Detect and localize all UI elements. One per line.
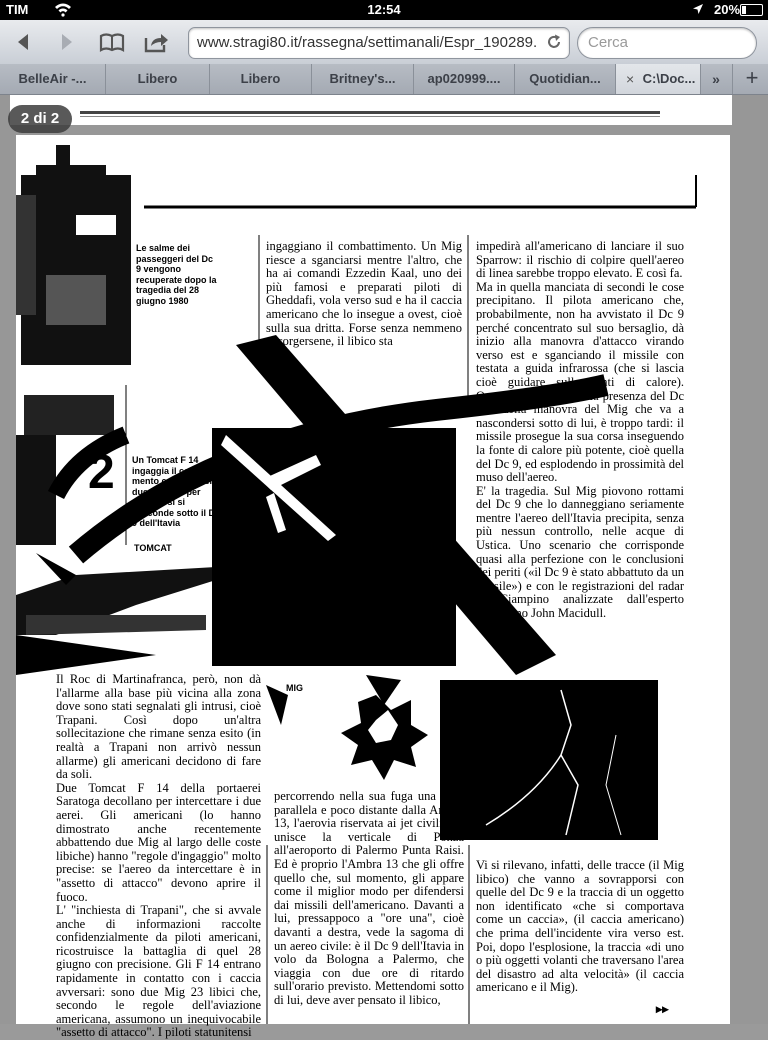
share-icon[interactable] <box>142 28 170 56</box>
browser-toolbar <box>0 20 768 65</box>
tab-label: Britney's... <box>329 71 396 86</box>
search-field[interactable] <box>577 27 757 59</box>
battery-fill <box>742 6 746 14</box>
document-viewer[interactable] <box>0 95 768 1040</box>
more-tabs-button[interactable]: » <box>700 64 733 94</box>
tab-label: Quotidian... <box>529 71 601 86</box>
forward-arrow-icon[interactable] <box>52 28 80 56</box>
status-bar <box>0 0 768 20</box>
url-text[interactable]: www.stragi80.it/rassegna/settimanali/Espr_190289. <box>197 34 538 51</box>
article-column-center-top: ingaggiano il combattimento. Un Mig riesce a sganciarsi mentre l'altro, che ha ai comandi Ezzedin Kaal, uno dei più famosi e preparati piloti di Gheddafi, vola verso sud e ha il caccia americano che lo insegue a ovest, cioè sulla sua dritta. Forse senza nemmeno accorgersene, il libico sta <box>266 239 462 349</box>
previous-page-edge <box>10 95 732 125</box>
ship-photo <box>16 135 144 555</box>
clock: 12:54 <box>367 2 401 17</box>
battery-percent: 20% <box>714 2 741 17</box>
tab-britney[interactable] <box>312 64 414 94</box>
rule-line <box>80 116 660 117</box>
tomcat-label: TOMCAT <box>134 543 172 553</box>
mig-label: MIG <box>286 683 303 693</box>
battery-icon <box>740 4 763 16</box>
mig-plane <box>266 685 288 725</box>
search-placeholder: Cerca <box>588 34 629 51</box>
newspaper-page <box>16 135 730 1040</box>
location-arrow-icon <box>692 3 704 15</box>
back-arrow-icon[interactable] <box>10 28 38 56</box>
figure-caption: Un Tomcat F 14 ingaggia il combatti-mento con uno dei due Mig che per difendersi si nasconde sotto il Dc 9 dell'Itavia <box>132 455 221 528</box>
reload-icon[interactable] <box>545 33 563 51</box>
tab-libero-1[interactable] <box>106 64 210 94</box>
article-column-left-bottom: Il Roc di Martinafranca, però, non dà l'allarme alla base più vicina alla zona dove sono stati segnalati gli intrusi, cioè Trapani. Così dopo un'altra sollecitazione che rimane senza esito (in realtà a Trapani non arrivò nessun allarme) gli americani decidono di fare da soli. Due Tomcat F 14 della portaerei Saratoga decollano per intercettare i due aerei. Gli americani (lo hanno dimostrato anche recentemente abbattendo due Mig al largo delle coste libiche) hanno "regole d'ingaggio" molto precise: se l'aereo da intercettare è in "assetto di attacco" devono aprire il fuoco. L' "inchiesta di Trapani", che si avvale anche di informazioni raccolte confidenzialmente da piloti americani, ricostruisce la battaglia di quel 28 giugno con precisione. Gli F 14 entrano rapidamente in contatto con i caccia avversari: sono due Mig 23 libici che, secondo le regole dell'aviazione americana, assumono un inequivocabile "assetto di attacco". I piloti statunitensi <box>56 672 261 1040</box>
bookmarks-book-icon[interactable] <box>98 28 126 56</box>
tab-label: ap020999.... <box>427 71 501 86</box>
tab-belleair[interactable] <box>0 64 106 94</box>
tab-label: C:\Doc... <box>642 71 696 86</box>
article-column-right-bottom: Vi si rilevano, infatti, delle tracce (il Mig libico) che vanno a sovrapporsi con quelle del Dc 9 e la traccia di un oggetto non identificato «che si comportava come un caccia», (il caccia americano) che prima dell'incidente vira verso est. Poi, dopo l'esplosione, la traccia «di uno o più oggetti volanti che traversano l'area del disastro ad alta velocità» (il caccia americano e il Mig). <box>476 858 684 995</box>
page-indicator: 2 di 2 <box>8 105 72 133</box>
article-column-center-bottom: percorrendo nella sua fuga una rotta parallela e poco distante dalla Ambra 13, l'aerovia riservata ai jet civili che unisce la verticale di Ponza all'aeroporto di Palermo Punta Raisi. Ed è proprio l'Ambra 13 che gli offre quello che, sul momento, gli appare come il miglior modo per difendersi dai missili dell'americano. Davanti a lui, pressappoco a "ore una", cioè davanti a destra, vede la sagoma di un aereo civile: è il Dc 9 dell'Itavia in volo da Bologna a Palermo, che viaggia con due ore di ritardo sull'orario previsto. Mettendomi sotto di lui, deve aver pensato il libico, <box>274 789 464 1007</box>
tab-label: BelleAir -... <box>18 71 87 86</box>
figure-number: 2 <box>88 446 115 499</box>
address-bar[interactable] <box>188 27 570 59</box>
photo-caption: Le salme dei passeggeri del Dc 9 vengono recuperate dopo la tragedia del 28 giugno 1980 <box>136 243 217 306</box>
tab-libero-2[interactable] <box>210 64 312 94</box>
article-column-right-top: impedirà all'americano di lanciare il suo Sparrow: il rischio di colpire quell'aereo di linea sarebbe troppo elevato. E così fa. Ma in quella manciata di secondi le cose precipitano. Il pilota americano che, probabilmente, non ha avvistato il Dc 9 perché concentrato sul suo bersaglio, dà inizio alla manovra d'attacco virando verso est e sganciando il missile con testata a guida infrarossa (che si lascia cioè guidare sulle fonti di calore). Quando si accorge della presenza del Dc 9 e della manovra del Mig che va a nascondersi sotto di lui, è troppo tardi: il missile prosegue la sua corsa inseguendo la fonte di calore più potente, cioè quella del Dc 9, ed esplodendo in prossimità del muso dell'aereo. E' la tragedia. Sul Mig piovono rottami del Dc 9 che lo danneggiano seriamente mentre l'aereo dell'Itavia precipita, senza più nessun controllo, nelle acque di Ustica. Uno scenario che corrisponde quasi alla perfezione con le conclusioni dei periti («il Dc 9 è stato abbattuto da un missile») e con le registrazioni del radar di Ciampino analizzate dall'esperto americano John Macidull. <box>476 239 684 621</box>
tab-quotidiani[interactable] <box>515 64 616 94</box>
tab-label: Libero <box>240 71 281 86</box>
tab-label: Libero <box>137 71 178 86</box>
rule-line <box>80 111 660 114</box>
tomcat-photo <box>16 545 226 675</box>
new-tab-button[interactable]: + <box>745 65 759 90</box>
tab-ap020999[interactable] <box>414 64 515 94</box>
tab-active-document[interactable] <box>616 64 701 94</box>
close-icon[interactable]: × <box>626 71 635 87</box>
carrier-label: TIM <box>6 2 29 17</box>
map-panel <box>440 680 658 840</box>
continued-mark: ▸▸ <box>656 1002 669 1016</box>
tab-bar <box>0 64 768 95</box>
